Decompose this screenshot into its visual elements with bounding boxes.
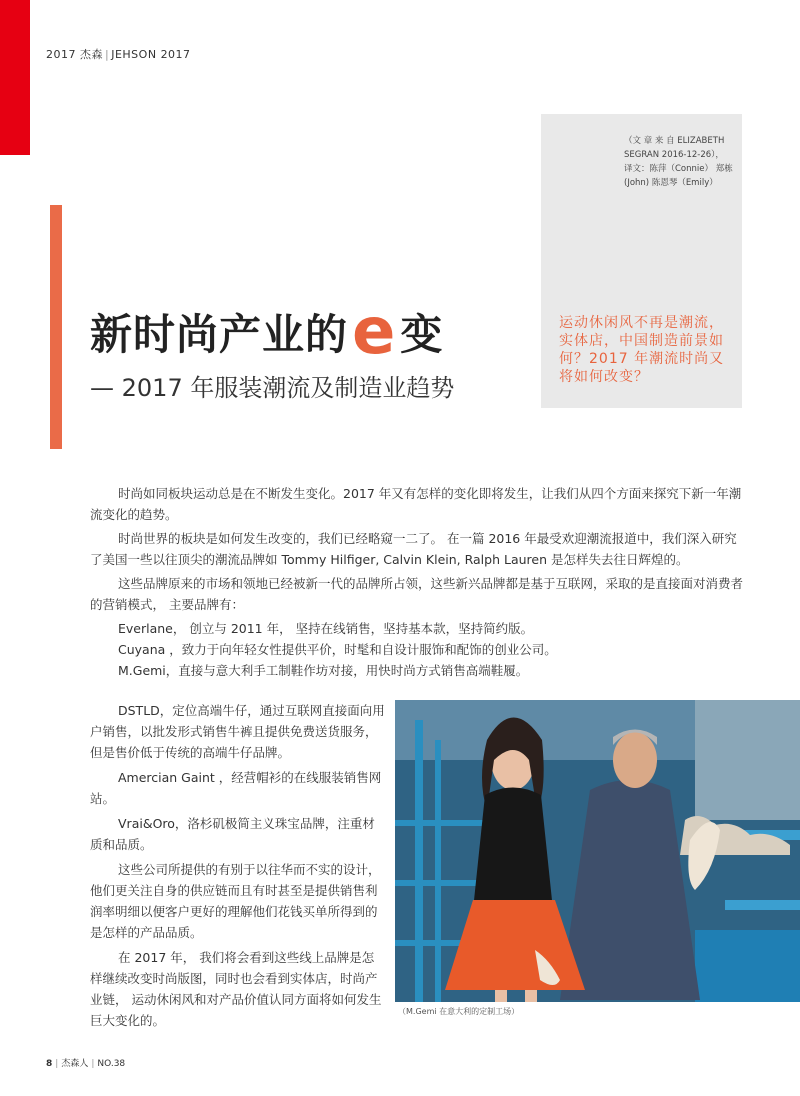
body-paragraph: 这些品牌原来的市场和领地已经被新一代的品牌所占领，这些新兴品牌都是基于互联网，采取的是直接面对消费者的营销模式， 主要品牌有： — [90, 576, 744, 612]
brand-item-dstld: DSTLD，定位高端牛仔，通过互联网直接面向用户销售，以批发形式销售牛裤且提供免费送货服务，但是售价低于传统的高端牛仔品牌。 — [90, 703, 385, 760]
body-paragraph: 这些公司所提供的有别于以往华而不实的设计，他们更关注自身的供应链而且有时甚至是提供销售利润率明细以便客户更好的理解他们花钱买单所得到的是怎样的产品品质。 — [90, 862, 381, 940]
body-paragraph: 在 2017 年， 我们将会看到这些线上品牌是怎样继续改变时尚版图，同时也会看到实体店，时尚产业链， 运动休闲风和对产品价值认同方面将如何发生巨大变化的。 — [90, 950, 382, 1028]
brand-item-vrai-oro: Vrai&Oro，洛杉矶极简主义珠宝品牌，注重材质和品质。 — [90, 816, 375, 852]
credit-line: （文 章 来 自 ELIZABETH — [624, 136, 725, 146]
body-paragraph: 时尚世界的板块是如何发生改变的，我们已经略窥一二了。 在一篇 2016 年最受欢迎潮流报道中，我们深入研究了美国一些以往顶尖的潮流品牌如 Tommy Hilfiger, Calvin Klein, Ralph Lauren 是怎样失去往日辉煌的。 — [90, 531, 737, 567]
workshop-photo — [395, 700, 800, 1002]
credit-line: SEGRAN 2016-12-26）， — [624, 150, 724, 160]
title-part-2: 变 — [400, 310, 444, 359]
header-year-left: 2017 — [46, 48, 76, 61]
title-accent-bar — [50, 205, 62, 449]
credit-line: (John) 陈恩琴（Emily） — [624, 178, 718, 188]
brand-item-american-giant: Amercian Gaint ，经营帽衫的在线服装销售网站。 — [90, 770, 382, 806]
intro-box — [541, 114, 742, 408]
photo-caption: （M.Gemi 在意大利的定制工场） — [398, 1007, 520, 1016]
issue-number: NO.38 — [97, 1059, 126, 1069]
title-e-letter: e — [352, 295, 397, 369]
brand-item-mgemi: M.Gemi，直接与意大利手工制鞋作坊对接，用快时尚方式销售高端鞋履。 — [118, 663, 529, 678]
page-number: 8 — [46, 1059, 53, 1069]
credit-line: 译文：陈萍（Connie） 郑栋 — [624, 164, 733, 174]
title-part-1: 新时尚产业的 — [90, 310, 349, 359]
red-corner-bar — [0, 0, 30, 155]
article-credit — [624, 134, 734, 190]
article-subtitle: — 2017 年服装潮流及制造业趋势 — [90, 374, 455, 402]
brand-item-everlane: Everlane， 创立与 2011 年， 坚持在线销售，坚持基本款，坚持简约版。 — [118, 621, 534, 636]
article-title — [90, 295, 444, 369]
article-body — [90, 483, 745, 681]
article-body-column — [90, 700, 385, 1035]
header-brand-cn: 杰森 — [80, 48, 103, 61]
brand-item-cuyana: Cuyana ，致力于向年轻女性提供平价，时髦和自设计服饰和配饰的创业公司。 — [118, 642, 557, 657]
page-footer: 8 | 杰森人 | NO.38 — [46, 1059, 126, 1069]
body-paragraph: 时尚如同板块运动总是在不断发生变化。2017 年又有怎样的变化即将发生，让我们从四个方面来探究下新一年潮流变化的趋势。 — [90, 486, 742, 522]
teaser-text: 运动休闲风不再是潮流，实体店，中国制造前景如何？2017 年潮流时尚又将如何改变？ — [559, 315, 725, 385]
magazine-name: 杰森人 — [61, 1059, 89, 1069]
header-year-right: 2017 — [160, 48, 191, 61]
header-brand-en: JEHSON — [111, 48, 157, 61]
page-header: 2017 杰森 | JEHSON 2017 — [46, 48, 191, 61]
